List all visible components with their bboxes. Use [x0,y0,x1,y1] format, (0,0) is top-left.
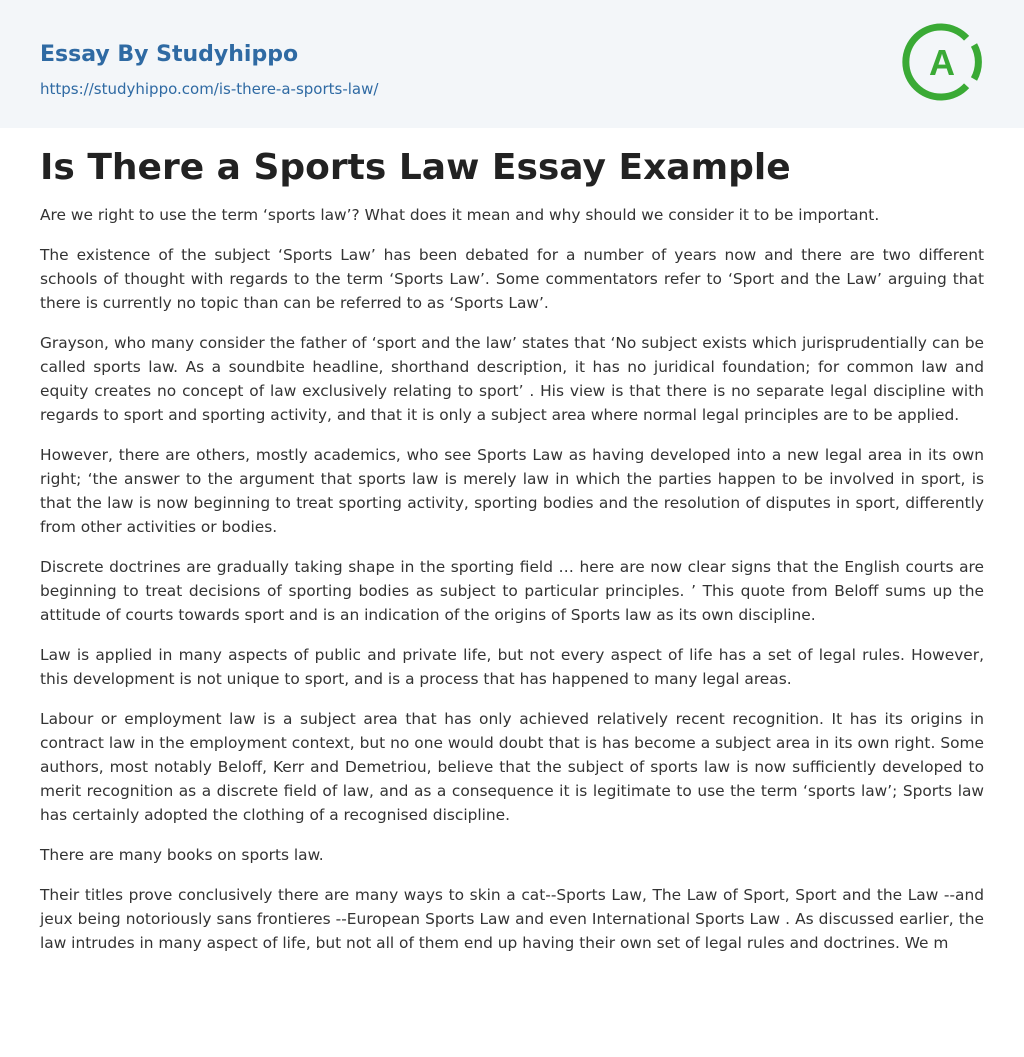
essay-paragraph: However, there are others, mostly academics, who see Sports Law as having developed into a new legal area in its own right; ‘the answer to the argument that sports law is merely law in which the parties happen to be involved in sport, is that the law is now beginning to treat sporting activity, sporting bodies and the resolution of disputes in sport, differently from other activities or bodies. [40,446,984,536]
essay-content [0,146,1024,955]
essay-paragraph: There are many books on sports law. [40,846,324,864]
essay-paragraph: Grayson, who many consider the father of ‘sport and the law’ states that ‘No subject exists which jurisprudentially can be called sports law. As a soundbite headline, shorthand description, it has no juridical foundation; for common law and equity creates no concept of law exclusively relating to sport’ . His view is that there is no separate legal discipline with regards to sport and sporting activity, and that it is only a subject area where normal legal principles are to be applied. [40,334,984,424]
essay-paragraph: Labour or employment law is a subject area that has only achieved relatively recent recognition. It has its origins in contract law in the employment context, but no one would doubt that is has become a subject area in its own right. Some authors, most notably Beloff, Kerr and Demetriou, believe that the subject of sports law is now sufficiently developed to merit recognition as a discrete field of law, and as a consequence it is legitimate to use the term ‘sports law’; Sports law has certainly adopted the clothing of a recognised discipline. [40,710,984,824]
essay-paragraph: Their titles prove conclusively there are many ways to skin a cat--Sports Law, The Law of Sport, Sport and the Law --and jeux being notoriously sans frontieres --European Sports Law and even International Sports Law . As discussed earlier, the law intrudes in many aspect of life, but not all of them end up having their own set of legal rules and doctrines. We m [40,886,984,952]
brand-title[interactable]: Essay By Studyhippo [40,42,299,67]
site-header [0,0,1024,128]
essay-url-link[interactable]: https://studyhippo.com/is-there-a-sports-law/ [40,80,379,98]
studyhippo-logo-icon[interactable] [900,20,984,104]
essay-paragraph: Are we right to use the term ‘sports law’? What does it mean and why should we consider it to be important. [40,206,880,224]
essay-paragraph: The existence of the subject ‘Sports Law’ has been debated for a number of years now and there are two different schools of thought with regards to the term ‘Sports Law’. Some commentators refer to ‘Sport and the Law’ arguing that there is currently no topic than can be referred to as ‘Sports Law’. [40,246,984,312]
essay-title: Is There a Sports Law Essay Example [40,147,791,188]
essay-paragraph: Discrete doctrines are gradually taking shape in the sporting field … here are now clear signs that the English courts are beginning to treat decisions of sporting bodies as subject to particular principles. ’ This quote from Beloff sums up the attitude of courts towards sport and is an indication of the origins of Sports law as its own discipline. [40,558,984,624]
essay-paragraph: Law is applied in many aspects of public and private life, but not every aspect of life has a set of legal rules. However, this development is not unique to sport, and is a process that has happened to many legal areas. [40,646,984,688]
logo-letter: A [929,42,955,83]
